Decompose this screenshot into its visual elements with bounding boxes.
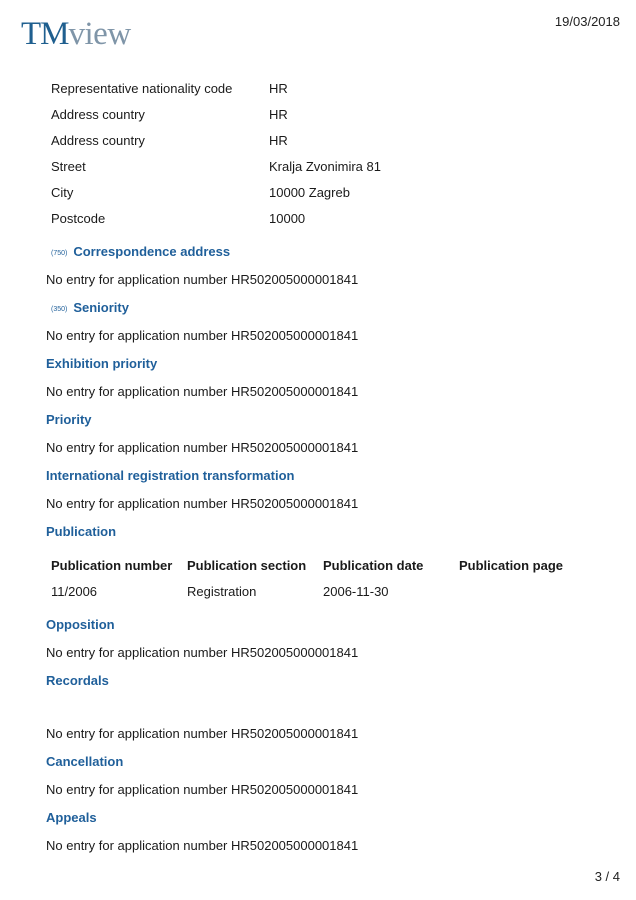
column-header: Publication date	[323, 558, 424, 573]
field-value: Kralja Zvonimira 81	[269, 159, 381, 174]
section-heading-correspondence	[46, 244, 230, 259]
no-entry-text: No entry for application number HR502005000001841	[46, 272, 359, 287]
field-label: Address country	[51, 133, 145, 148]
field-value: HR	[269, 107, 288, 122]
logo-tm-text: TM	[21, 16, 69, 52]
field-value: HR	[269, 81, 288, 96]
field-value: 10000 Zagreb	[269, 185, 350, 200]
field-label: Address country	[51, 107, 145, 122]
section-heading-intl-transformation: International registration transformation	[46, 468, 295, 483]
inid-code: (350)	[51, 306, 68, 313]
section-heading-cancellation: Cancellation	[46, 754, 124, 769]
column-header: Publication section	[187, 558, 307, 573]
section-heading-seniority	[46, 300, 129, 315]
no-entry-text: No entry for application number HR502005000001841	[46, 496, 359, 511]
column-header: Publication number	[51, 558, 173, 573]
no-entry-text: No entry for application number HR502005000001841	[46, 782, 359, 797]
logo-view-text: view	[68, 16, 131, 52]
field-label: Street	[51, 159, 86, 174]
section-title: Correspondence address	[73, 244, 231, 259]
column-header: Publication page	[459, 558, 564, 573]
field-value: 10000	[269, 211, 306, 226]
section-heading-publication: Publication	[46, 524, 117, 539]
no-entry-text: No entry for application number HR502005000001841	[46, 384, 359, 399]
table-cell: Registration	[187, 584, 257, 599]
field-label: Representative nationality code	[51, 81, 233, 96]
section-heading-priority: Priority	[46, 412, 92, 427]
inid-code: (750)	[51, 250, 68, 257]
no-entry-text: No entry for application number HR502005000001841	[46, 726, 359, 741]
section-title: Seniority	[73, 300, 129, 315]
page-number: 3 / 4	[594, 869, 620, 884]
field-label: City	[51, 185, 74, 200]
no-entry-text: No entry for application number HR502005000001841	[46, 440, 359, 455]
section-heading-opposition: Opposition	[46, 617, 115, 632]
no-entry-text: No entry for application number HR502005000001841	[46, 838, 359, 853]
no-entry-text: No entry for application number HR502005000001841	[46, 645, 359, 660]
table-cell: 2006-11-30	[323, 584, 389, 599]
table-cell: 11/2006	[51, 584, 98, 599]
no-entry-text: No entry for application number HR502005000001841	[46, 328, 359, 343]
field-label: Postcode	[51, 211, 106, 226]
tmview-logo	[21, 16, 131, 56]
print-date: 19/03/2018	[554, 14, 620, 29]
section-heading-exhibition-priority: Exhibition priority	[46, 356, 158, 371]
section-heading-recordals: Recordals	[46, 673, 109, 688]
field-value: HR	[269, 133, 288, 148]
section-heading-appeals: Appeals	[46, 810, 97, 825]
